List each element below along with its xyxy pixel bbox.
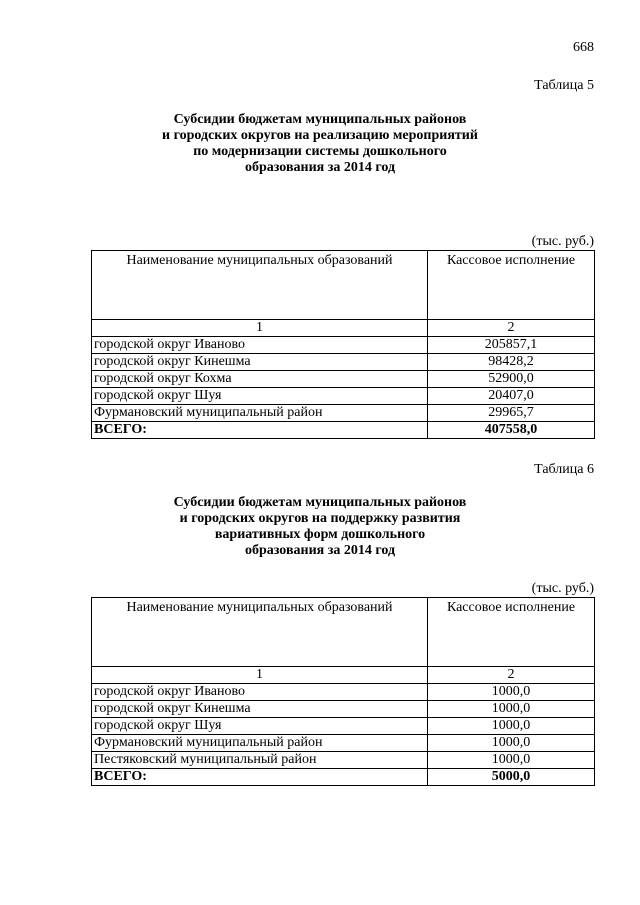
row-value: 52900,0: [428, 371, 595, 388]
row-name: городской округ Шуя: [92, 388, 428, 405]
table-row: [92, 337, 595, 354]
row-value: 1000,0: [428, 701, 595, 718]
row-name: Фурмановский муниципальный район: [92, 405, 428, 422]
row-name: городской округ Шуя: [92, 718, 428, 735]
title-line: образования за 2014 год: [244, 543, 396, 558]
row-name: городской округ Кохма: [92, 371, 428, 388]
table-row: [92, 718, 595, 735]
column-number: 1: [92, 667, 428, 684]
table-row: [92, 735, 595, 752]
title-line: по модернизации системы дошкольного: [193, 144, 447, 159]
row-value: 20407,0: [428, 388, 595, 405]
total-label: ВСЕГО:: [92, 769, 428, 786]
table-6-label: Таблица 6: [534, 462, 594, 477]
row-value: 1000,0: [428, 718, 595, 735]
total-row: [92, 422, 595, 439]
column-number: 2: [428, 320, 595, 337]
title-line: Субсидии бюджетам муниципальных районов: [173, 112, 467, 127]
table-6: [91, 597, 595, 786]
row-value: 98428,2: [428, 354, 595, 371]
column-header-name: Наименование муниципальных образований: [92, 251, 428, 320]
table-row: [92, 701, 595, 718]
total-row: [92, 769, 595, 786]
table-5-label: Таблица 5: [534, 78, 594, 93]
column-header-name: Наименование муниципальных образований: [92, 598, 428, 667]
title-line: вариативных форм дошкольного: [214, 527, 426, 542]
row-name: Пестяковский муниципальный район: [92, 752, 428, 769]
row-name: городской округ Кинешма: [92, 354, 428, 371]
total-value: 5000,0: [428, 769, 595, 786]
table-row: [92, 354, 595, 371]
row-name: городской округ Кинешма: [92, 701, 428, 718]
row-value: 29965,7: [428, 405, 595, 422]
table-5: [91, 250, 595, 439]
column-header-value: Кассовое исполнение: [428, 251, 595, 320]
row-value: 1000,0: [428, 684, 595, 701]
column-number: 2: [428, 667, 595, 684]
row-name: Фурмановский муниципальный район: [92, 735, 428, 752]
table-row: [92, 388, 595, 405]
table-row: [92, 752, 595, 769]
row-value: 1000,0: [428, 735, 595, 752]
title-line: образования за 2014 год: [244, 160, 396, 175]
table-row: [92, 405, 595, 422]
column-number: 1: [92, 320, 428, 337]
title-line: Субсидии бюджетам муниципальных районов: [173, 495, 467, 510]
column-header-value: Кассовое исполнение: [428, 598, 595, 667]
row-value: 205857,1: [428, 337, 595, 354]
row-value: 1000,0: [428, 752, 595, 769]
table-6-units: (тыс. руб.): [531, 581, 594, 596]
table-row: [92, 684, 595, 701]
title-line: и городских округов на поддержку развития: [179, 511, 461, 526]
total-value: 407558,0: [428, 422, 595, 439]
title-line: и городских округов на реализацию мероприятий: [162, 128, 478, 143]
table-6-title: [0, 495, 640, 559]
page-number: 668: [573, 40, 594, 55]
row-name: городской округ Иваново: [92, 684, 428, 701]
row-name: городской округ Иваново: [92, 337, 428, 354]
table-5-title: [0, 112, 640, 176]
total-label: ВСЕГО:: [92, 422, 428, 439]
table-5-units: (тыс. руб.): [531, 234, 594, 249]
table-row: [92, 371, 595, 388]
